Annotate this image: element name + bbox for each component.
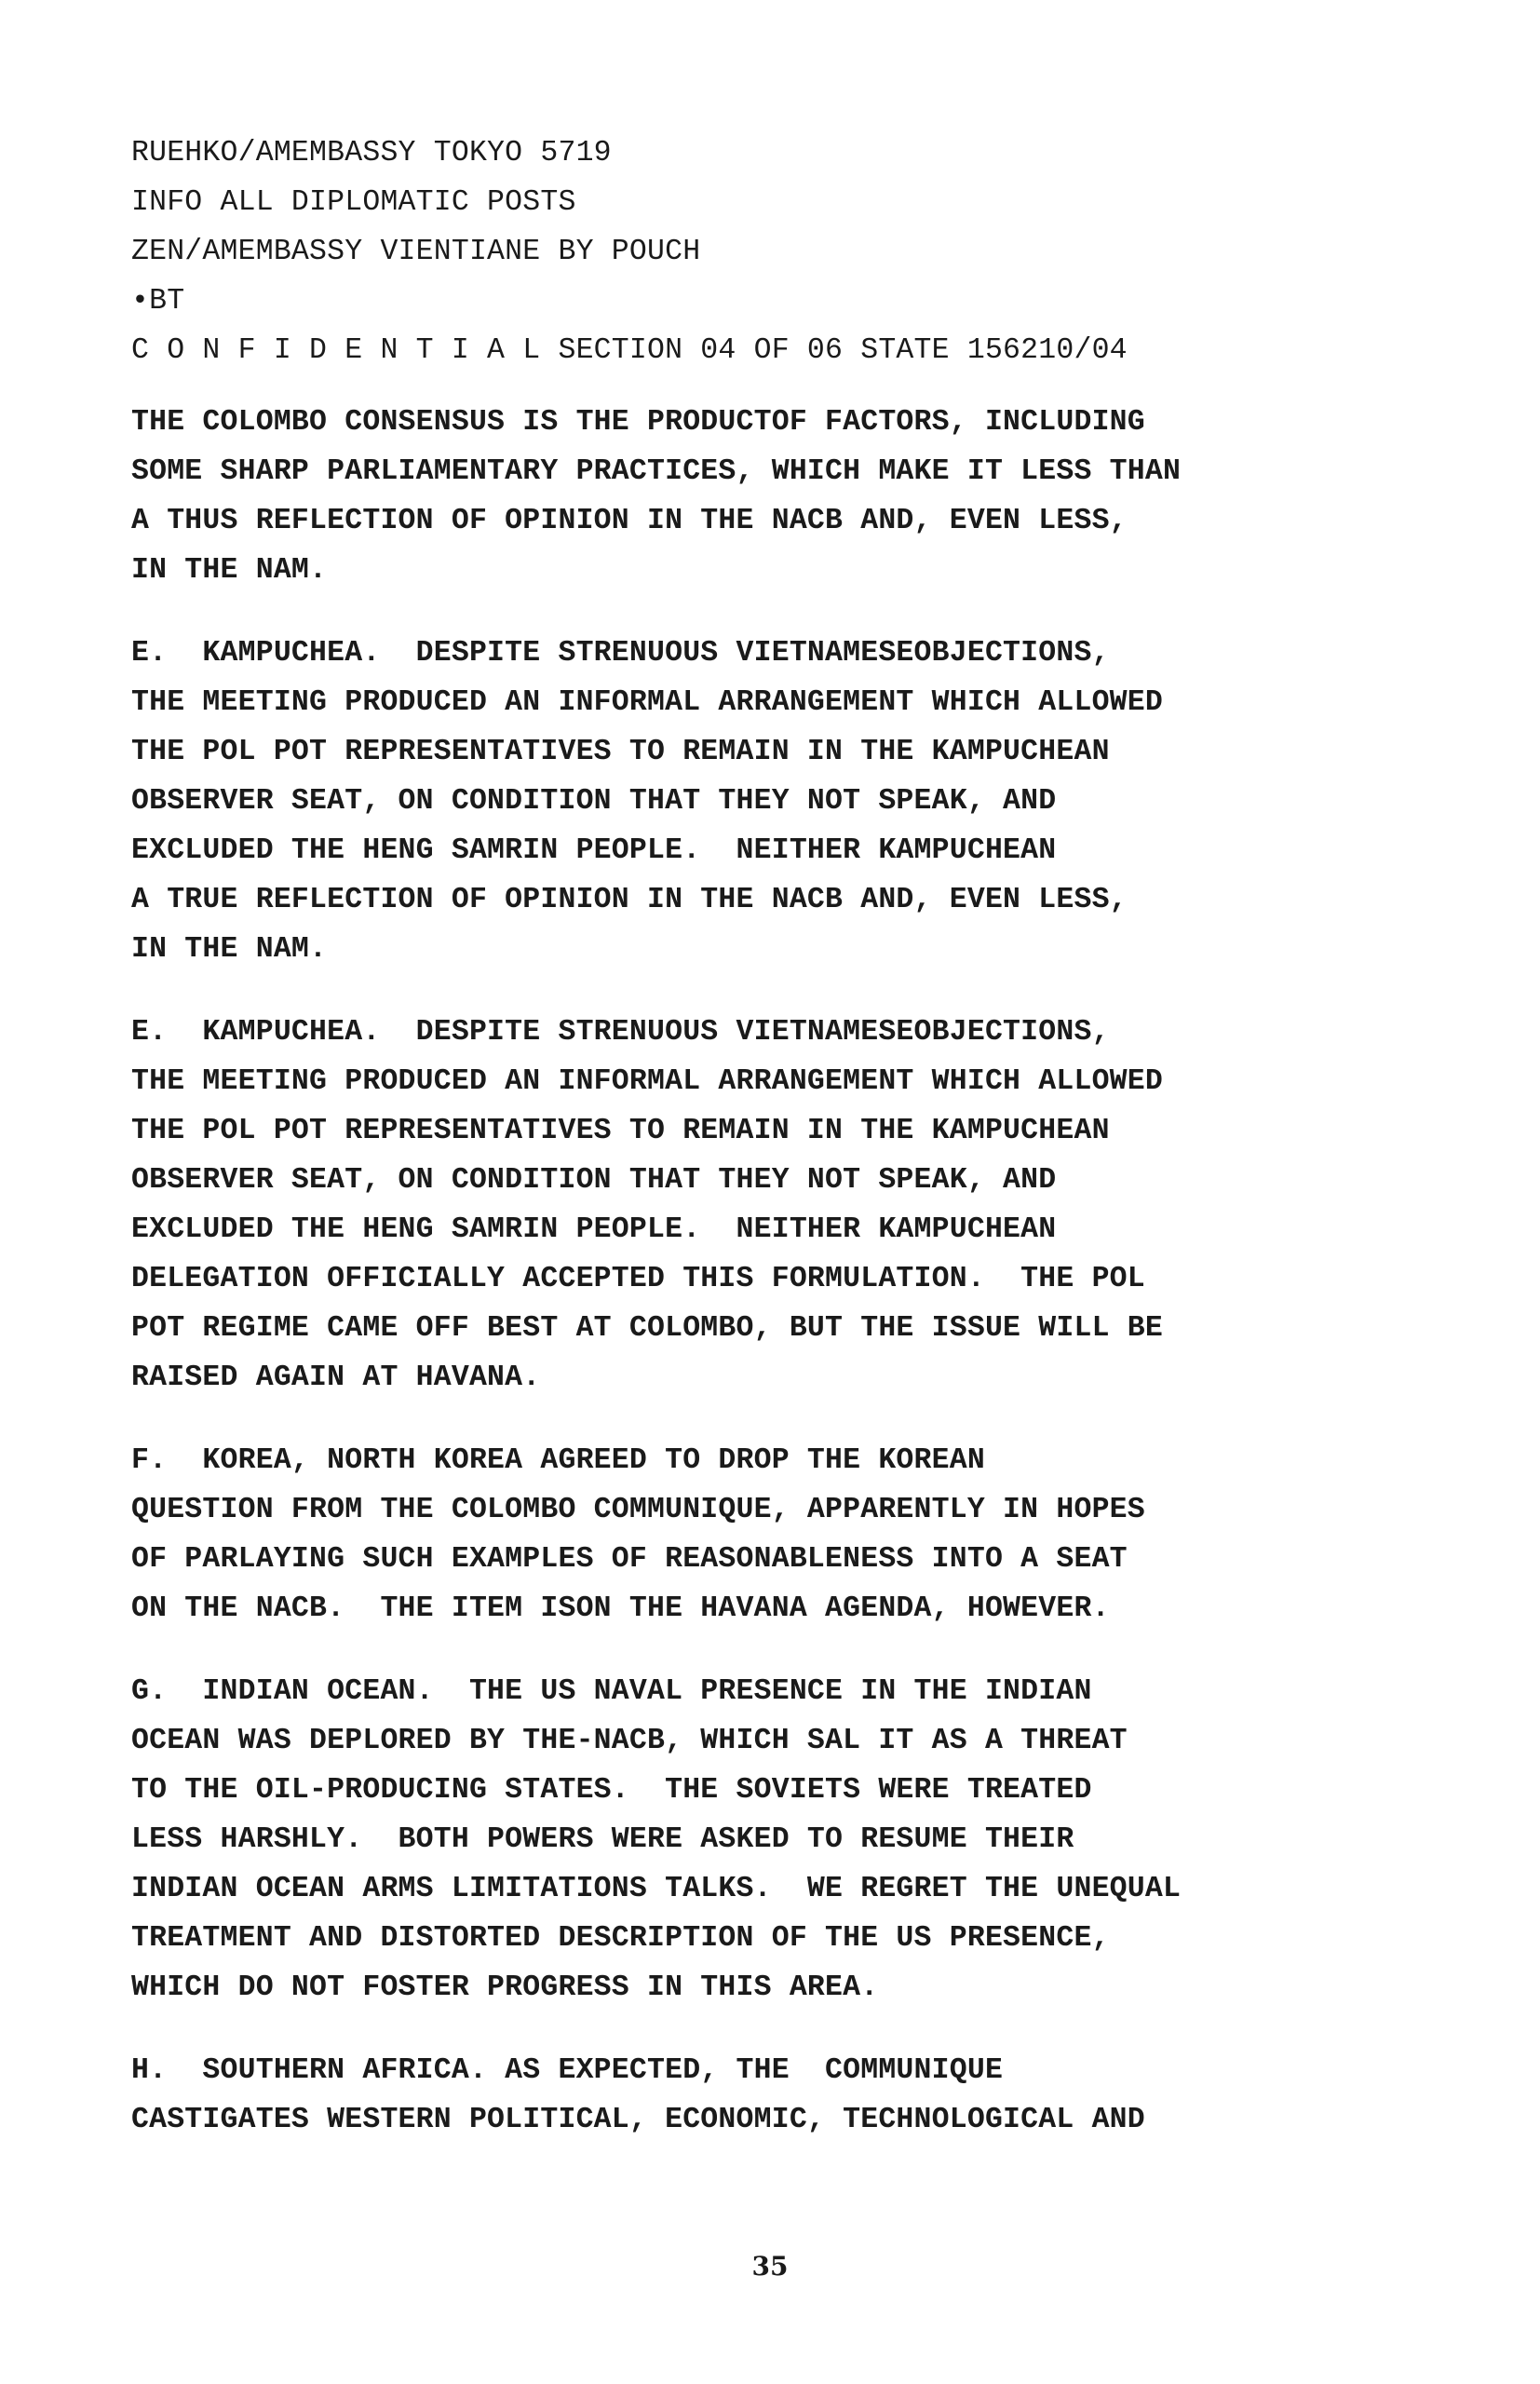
paragraph-consensus (131, 398, 1342, 595)
text-line: OBSERVER SEAT, ON CONDITION THAT THEY NOT SPEAK, AND (131, 1164, 1057, 1197)
text-line: THE COLOMBO CONSENSUS IS THE PRODUCTOF FACTORS, INCLUDING (131, 406, 1145, 439)
text-line: WHICH DO NOT FOSTER PROGRESS IN THIS AREA. (131, 1971, 879, 2004)
text-line: F. KOREA, NORTH KOREA AGREED TO DROP THE KOREAN (131, 1444, 985, 1477)
routing-line: RUEHKO/AMEMBASSY TOKYO 5719 (131, 137, 612, 169)
paragraph-southern-africa (131, 2046, 1342, 2145)
paragraph-indian-ocean (131, 1667, 1342, 2012)
text-line: EXCLUDED THE HENG SAMRIN PEOPLE. NEITHER KAMPUCHEAN (131, 1213, 1057, 1246)
text-line: LESS HARSHLY. BOTH POWERS WERE ASKED TO RESUME THEIR (131, 1823, 1074, 1856)
paragraph-korea (131, 1436, 1342, 1633)
cable-body (131, 129, 1342, 2145)
text-line: H. SOUTHERN AFRICA. AS EXPECTED, THE COMMUNIQUE (131, 2054, 1004, 2087)
text-line: EXCLUDED THE HENG SAMRIN PEOPLE. NEITHER KAMPUCHEAN (131, 834, 1057, 867)
classification-line: C O N F I D E N T I A L SECTION 04 OF 06 STATE 156210/04 (131, 334, 1128, 367)
text-line: IN THE NAM. (131, 554, 328, 587)
text-line: A TRUE REFLECTION OF OPINION IN THE NACB AND, EVEN LESS, (131, 884, 1128, 916)
text-line: OBSERVER SEAT, ON CONDITION THAT THEY NOT SPEAK, AND (131, 785, 1057, 818)
text-line: DELEGATION OFFICIALLY ACCEPTED THIS FORMULATION. THE POL (131, 1263, 1145, 1295)
text-line: E. KAMPUCHEA. DESPITE STRENUOUS VIETNAMESEOBJECTIONS, (131, 637, 1110, 670)
text-line: CASTIGATES WESTERN POLITICAL, ECONOMIC, TECHNOLOGICAL AND (131, 2104, 1145, 2136)
routing-header (131, 129, 1342, 375)
routing-line: •BT (131, 285, 185, 318)
text-line: A THUS REFLECTION OF OPINION IN THE NACB AND, EVEN LESS, (131, 505, 1128, 537)
text-line: OF PARLAYING SUCH EXAMPLES OF REASONABLENESS INTO A SEAT (131, 1543, 1128, 1576)
page-number: 35 (751, 2251, 789, 2282)
text-line: RAISED AGAIN AT HAVANA. (131, 1361, 541, 1394)
text-line: E. KAMPUCHEA. DESPITE STRENUOUS VIETNAMESEOBJECTIONS, (131, 1016, 1110, 1049)
text-line: G. INDIAN OCEAN. THE US NAVAL PRESENCE IN THE INDIAN (131, 1675, 1092, 1708)
text-line: TREATMENT AND DISTORTED DESCRIPTION OF THE US PRESENCE, (131, 1922, 1110, 1955)
paragraph-kampuchea-1 (131, 629, 1342, 974)
text-line: POT REGIME CAME OFF BEST AT COLOMBO, BUT THE ISSUE WILL BE (131, 1312, 1163, 1345)
routing-line: ZEN/AMEMBASSY VIENTIANE BY POUCH (131, 236, 701, 268)
text-line: INDIAN OCEAN ARMS LIMITATIONS TALKS. WE REGRET THE UNEQUAL (131, 1873, 1182, 1905)
text-line: OCEAN WAS DEPLORED BY THE-NACB, WHICH SAL IT AS A THREAT (131, 1725, 1128, 1757)
text-line: THE POL POT REPRESENTATIVES TO REMAIN IN THE KAMPUCHEAN (131, 1115, 1110, 1147)
text-line: IN THE NAM. (131, 933, 328, 966)
text-line: THE MEETING PRODUCED AN INFORMAL ARRANGEMENT WHICH ALLOWED (131, 1065, 1163, 1098)
text-line: THE MEETING PRODUCED AN INFORMAL ARRANGEMENT WHICH ALLOWED (131, 686, 1163, 719)
routing-line: INFO ALL DIPLOMATIC POSTS (131, 186, 576, 219)
text-line: ON THE NACB. THE ITEM ISON THE HAVANA AGENDA, HOWEVER. (131, 1592, 1110, 1625)
text-line: THE POL POT REPRESENTATIVES TO REMAIN IN THE KAMPUCHEAN (131, 736, 1110, 768)
paragraph-kampuchea-2 (131, 1008, 1342, 1402)
text-line: QUESTION FROM THE COLOMBO COMMUNIQUE, APPARENTLY IN HOPES (131, 1494, 1145, 1526)
text-line: TO THE OIL-PRODUCING STATES. THE SOVIETS WERE TREATED (131, 1774, 1092, 1807)
text-line: SOME SHARP PARLIAMENTARY PRACTICES, WHICH MAKE IT LESS THAN (131, 455, 1182, 488)
